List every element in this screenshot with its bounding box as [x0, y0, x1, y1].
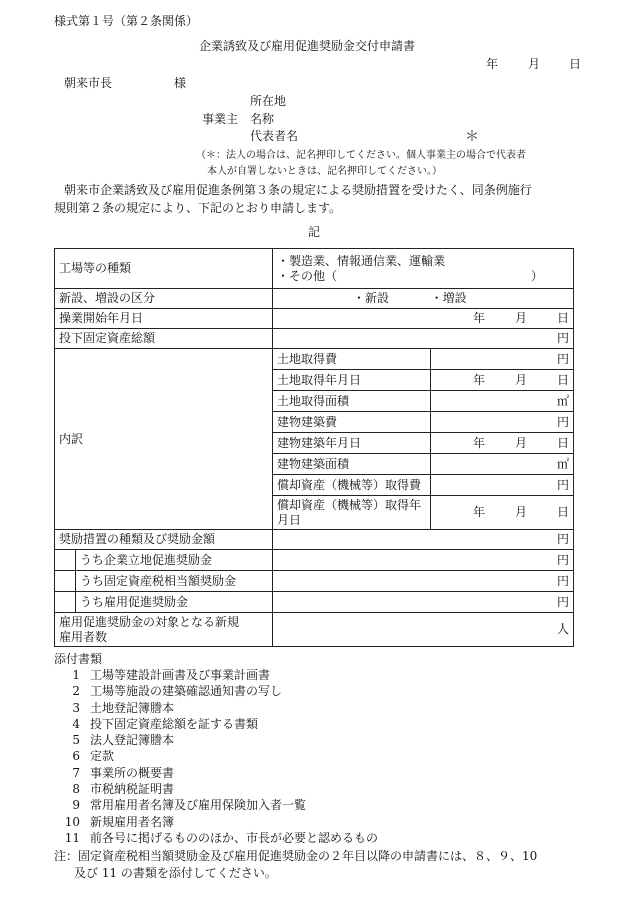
employer-label: 事業主: [202, 112, 239, 126]
date-year-label: 年: [486, 57, 499, 71]
land-area-field[interactable]: [431, 391, 574, 412]
sub-incentive-3-row: [55, 592, 574, 613]
start-date-field[interactable]: [273, 309, 574, 329]
month-unit: 月: [514, 372, 527, 387]
factory-type-row: [55, 249, 574, 289]
sub-incentive-2-row: [55, 571, 574, 592]
sub-incentive-3-field[interactable]: [273, 592, 574, 613]
land-area-label: 土地取得面積: [273, 391, 431, 412]
breakdown-label: 内訳: [55, 349, 273, 530]
attachment-number: 11: [64, 830, 80, 845]
application-table: [54, 248, 574, 647]
start-day-unit: 日: [557, 311, 570, 325]
factory-type-label: 工場等の種類: [55, 249, 273, 289]
year-unit: 年: [472, 505, 485, 519]
attachment-item: [54, 815, 378, 831]
building-area-label: 建物建築面積: [273, 454, 431, 475]
factory-type-options[interactable]: [273, 249, 574, 289]
seal-note-line2: 本人が自署しないときは、記名押印してください。）: [207, 166, 442, 177]
new-employees-label-line2: 雇用者数: [59, 629, 108, 644]
attachments-list: [54, 668, 378, 847]
attachment-number: 3: [72, 700, 80, 715]
attachment-number: 10: [64, 814, 80, 829]
month-unit: 月: [514, 435, 527, 450]
attachment-number: 5: [72, 733, 80, 748]
attachment-number: 1: [72, 668, 80, 682]
depreciable-cost-field[interactable]: [431, 475, 574, 496]
sub-incentive-1-label: うち企業立地促進奨励金: [75, 550, 272, 570]
attachment-item: [54, 798, 378, 814]
attachment-text: 前各号に掲げるもののほか、市長が必要と認めるもの: [90, 830, 379, 845]
start-year-unit: 年: [472, 311, 485, 325]
sub-incentive-2-label: うち固定資産税相当額奨励金: [75, 571, 272, 591]
land-cost-field[interactable]: [431, 349, 574, 370]
attachment-item: [54, 782, 378, 798]
depreciable-date-field[interactable]: [431, 496, 574, 530]
attachment-number: 8: [72, 782, 80, 797]
factory-option-other[interactable]: ・その他（: [277, 268, 338, 283]
building-cost-field[interactable]: [431, 412, 574, 433]
incentive-label: 奨励措置の種類及び奨励金額: [55, 530, 273, 550]
seal-note-line1: （＊：法人の場合は、記名押印してください。個人事業主の場合で代表者: [196, 150, 526, 161]
attachment-item: [54, 749, 378, 765]
yen-unit: 円: [557, 351, 570, 366]
yen-unit: 円: [557, 414, 570, 429]
day-unit: 日: [557, 505, 570, 519]
new-employees-row: [55, 613, 574, 647]
application-text-line1: 朝来市企業誘致及び雇用促進条例第３条の規定による奨励措置を受けたく、同条例施行: [64, 183, 532, 197]
m2-unit: ㎡: [557, 393, 570, 408]
incentive-row: [55, 530, 574, 550]
date-day-label: 日: [569, 57, 582, 71]
year-unit: 年: [472, 435, 485, 450]
address-label: 所在地: [250, 94, 287, 108]
land-date-label: 土地取得年月日: [273, 370, 431, 391]
attachment-item: [54, 701, 378, 717]
attachment-number: 6: [72, 749, 80, 764]
depreciable-date-label-line2: 月日: [277, 512, 302, 527]
attachment-text: 市税納税証明書: [90, 782, 175, 797]
attachment-text: 常用雇用者名簿及び雇用保険加入者一覧: [90, 798, 307, 813]
attachment-text: 工場等施設の建築確認通知書の写し: [90, 684, 283, 699]
start-month-unit: 月: [514, 311, 527, 325]
attachment-number: 9: [72, 798, 80, 813]
footnote-line1: 注：固定資産税相当額奨励金及び雇用促進奨励金の２年目以降の申請書には、８、９、10: [54, 849, 538, 863]
depreciable-cost-label: 償却資産（機械等）取得費: [273, 475, 431, 496]
land-cost-label: 土地取得費: [273, 349, 431, 370]
building-date-label: 建物建築年月日: [273, 433, 431, 454]
attachments-heading: 添付書類: [54, 652, 103, 666]
attachment-item: [54, 733, 378, 749]
attachment-item: [54, 684, 378, 700]
month-unit: 月: [514, 505, 527, 519]
attachment-item: [54, 668, 378, 684]
attachment-text: 新規雇用者名簿: [90, 814, 175, 829]
company-name-label: 名称: [250, 112, 275, 126]
attachment-text: 工場等建設計画書及び事業計画書: [90, 668, 271, 682]
person-unit: 人: [557, 622, 570, 636]
yen-unit: 円: [557, 552, 570, 567]
attachment-text: 事業所の概要書: [90, 765, 175, 780]
attachment-text: 法人登記簿謄本: [90, 733, 175, 748]
depreciable-date-label-line1: 償却資産（機械等）取得年: [277, 497, 422, 512]
form-number: 様式第１号（第２条関係）: [54, 14, 199, 28]
option-expand[interactable]: ・増設: [430, 291, 467, 305]
yen-unit: 円: [557, 573, 570, 588]
document-title: 企業誘致及び雇用促進奨励金交付申請書: [199, 39, 416, 53]
m2-unit: ㎡: [557, 456, 570, 471]
yen-unit: 円: [557, 532, 570, 546]
depreciable-date-label: [273, 496, 431, 530]
seal-mark: ＊: [465, 129, 479, 145]
attachment-text: 定款: [90, 749, 115, 764]
addressee-honorific: 様: [174, 76, 187, 90]
new-employees-field[interactable]: [273, 613, 574, 647]
total-assets-row: [55, 329, 574, 349]
new-expand-row: [55, 289, 574, 309]
addressee: 朝来市長: [64, 76, 113, 90]
yen-unit: 円: [557, 594, 570, 609]
new-expand-label: 新設、増設の区分: [55, 289, 273, 309]
building-cost-label: 建物建築費: [273, 412, 431, 433]
attachment-item: [54, 831, 378, 847]
attachment-number: 2: [72, 684, 80, 699]
attachments-section: [54, 652, 378, 847]
yen-unit: 円: [557, 477, 570, 492]
factory-option-other-close: ）: [531, 268, 544, 283]
day-unit: 日: [557, 372, 570, 387]
land-date-field[interactable]: [431, 370, 574, 391]
footnote-line2: 及び 11 の書類を添付してください。: [74, 866, 277, 880]
factory-option-manufacturing[interactable]: ・製造業、情報通信業、運輸業: [277, 253, 446, 268]
ki-heading: 記: [308, 225, 321, 239]
attachment-item: [54, 717, 378, 733]
attachment-number: 4: [72, 716, 80, 731]
sub-incentive-3-label: うち雇用促進奨励金: [75, 592, 272, 612]
sub-incentive-1-row: [55, 550, 574, 571]
attachment-item: [54, 766, 378, 782]
option-new[interactable]: ・新設: [353, 291, 390, 305]
year-unit: 年: [472, 372, 485, 387]
incentive-field[interactable]: [273, 530, 574, 550]
application-text-line2: 規則第２条の規定により、下記のとおり申請します。: [54, 201, 342, 215]
attachment-text: 投下固定資産総額を証する書類: [90, 716, 259, 731]
yen-unit: 円: [557, 331, 570, 345]
sub-incentive-1-field[interactable]: [273, 550, 574, 571]
day-unit: 日: [557, 435, 570, 450]
sub-incentive-2-field[interactable]: [273, 571, 574, 592]
start-date-row: [55, 309, 574, 329]
attachment-text: 土地登記簿謄本: [90, 700, 175, 715]
new-employees-label-line1: 雇用促進奨励金の対象となる新規: [59, 614, 240, 629]
attachment-number: 7: [72, 765, 80, 780]
total-assets-field[interactable]: [273, 329, 574, 349]
building-area-field[interactable]: [431, 454, 574, 475]
date-month-label: 月: [528, 57, 541, 71]
building-date-field[interactable]: [431, 433, 574, 454]
start-date-label: 操業開始年月日: [55, 309, 273, 329]
new-employees-label: [55, 613, 273, 647]
land-cost-row: [55, 349, 574, 370]
representative-label: 代表者名: [250, 129, 299, 143]
total-assets-label: 投下固定資産総額: [55, 329, 273, 349]
